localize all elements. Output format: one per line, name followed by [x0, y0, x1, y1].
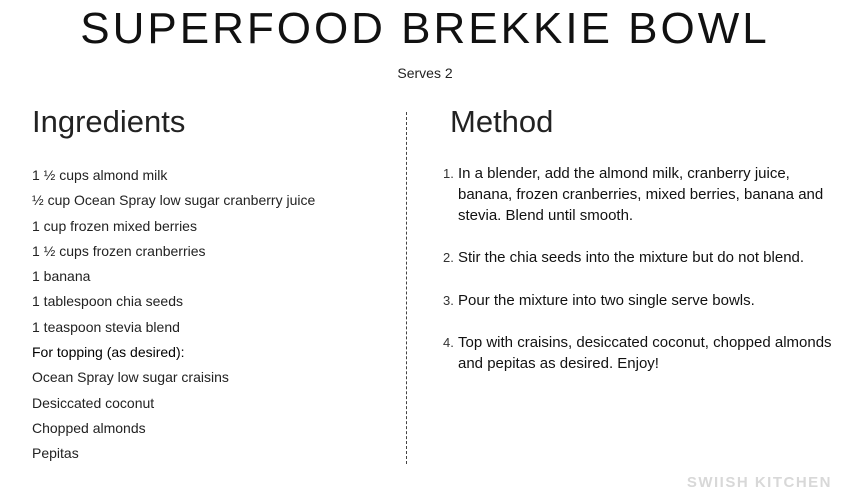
- method-step: [443, 247, 835, 268]
- ingredients-list: [32, 163, 392, 467]
- ingredient-item: ½ cup Ocean Spray low sugar cranberry juice: [32, 192, 316, 209]
- method-step: [443, 163, 835, 226]
- ingredient-item: 1 ½ cups almond milk: [32, 167, 168, 183]
- method-heading: Method: [450, 104, 554, 139]
- topping-subheading: For topping (as desired):: [32, 344, 185, 361]
- step-number: 1.: [443, 166, 454, 181]
- ingredient-item: Desiccated coconut: [32, 394, 155, 411]
- step-text: In a blender, add the almond milk, cranberry juice, banana, frozen cranberries, mixed berries, banana and stevia. Blend until smooth.: [458, 165, 824, 224]
- step-number: 2.: [443, 250, 454, 265]
- ingredient-item: 1 cup frozen mixed berries: [32, 217, 197, 234]
- step-text: Stir the chia seeds into the mixture but do not blend.: [458, 249, 805, 266]
- step-number: 4.: [443, 335, 454, 350]
- method-step: [443, 332, 835, 374]
- method-step: [443, 290, 835, 311]
- brand-watermark: SWIISH KITCHEN: [686, 474, 832, 491]
- ingredient-item: Chopped almonds: [32, 419, 146, 436]
- method-steps: [443, 163, 835, 374]
- step-text: Top with craisins, desiccated coconut, chopped almonds and pepitas as desired. Enjoy!: [458, 334, 832, 372]
- serves-label: Serves 2: [397, 65, 453, 81]
- column-divider: [406, 112, 407, 464]
- ingredient-item: 1 ½ cups frozen cranberries: [32, 242, 206, 259]
- ingredient-item: Pepitas: [32, 445, 79, 462]
- ingredient-item: Ocean Spray low sugar craisins: [32, 369, 229, 386]
- step-text: Pour the mixture into two single serve bowls.: [458, 292, 755, 309]
- ingredient-item: 1 teaspoon stevia blend: [32, 318, 180, 335]
- step-number: 3.: [443, 293, 454, 308]
- ingredients-heading: Ingredients: [32, 104, 186, 139]
- ingredient-item: 1 tablespoon chia seeds: [32, 293, 183, 310]
- recipe-title: SUPERFOOD BREKKIE BOWL: [80, 4, 770, 53]
- ingredient-item: 1 banana: [32, 268, 91, 285]
